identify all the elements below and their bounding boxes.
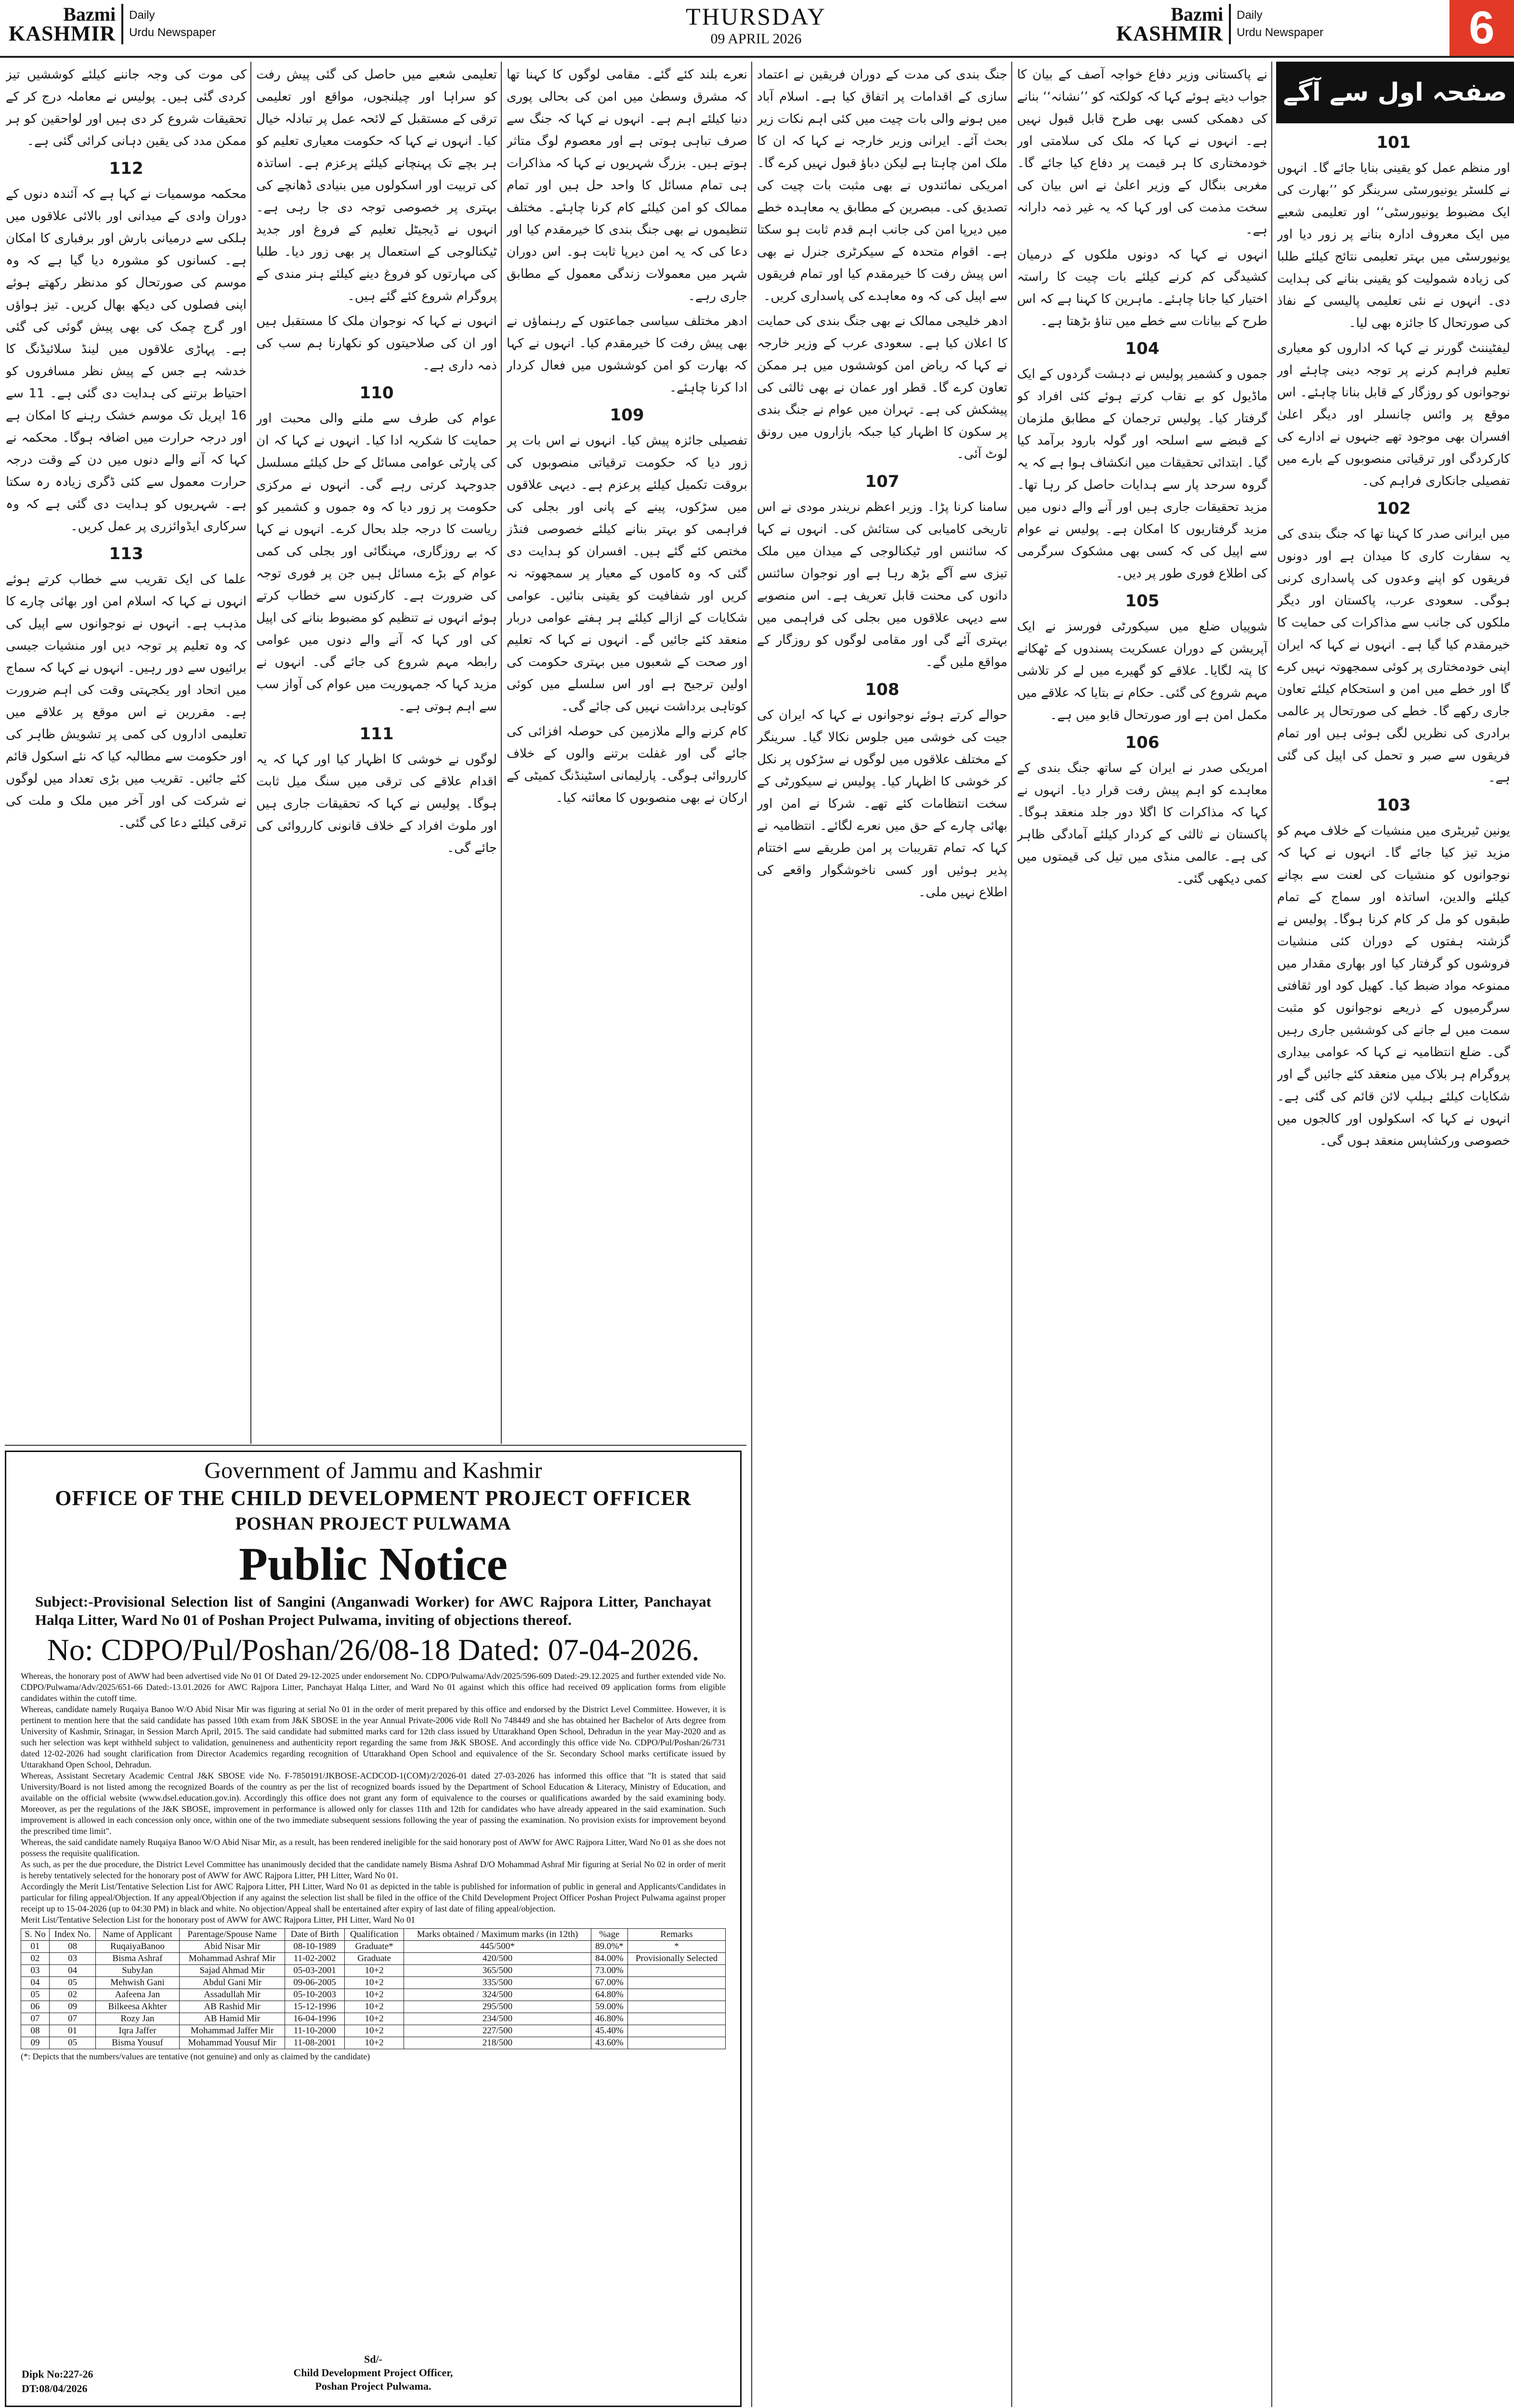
table-header: Qualification — [344, 1929, 404, 1941]
article-paragraph: محکمہ موسمیات نے کہا ہے کہ آئندہ دنوں کے دوران وادی کے میدانی اور بالائی علاقوں میں ہلکی سے درمیانی بارش اور برفباری کا امکان ہے۔ کسانوں کو مشورہ دیا گیا ہے کہ وہ موسم کی صورتحال کو مدنظر رکھتے ہوئے اپنی فصلوں کی دیکھ بھال کریں۔ تیز ہواؤں اور گرج چمک کی بھی پیش گوئی کی گئی ہے۔ پہاڑی علاقوں میں لینڈ سلائیڈنگ کا خدشہ ہے جس کے پیش نظر مسافروں کو احتیاط برتنے کی ہدایت دی گئی ہے۔ 11 سے 16 اپریل تک موسم خشک رہنے کا امکان ہے اور درجہ حرارت میں اضافہ ہوگا۔ محکمہ نے کہا کہ آنے والے دنوں میں دن کے وقت درجہ حرارت معمول سے کئی ڈگری زیادہ رہ سکتا ہے۔ شہریوں کو ہدایت دی گئی ہے کہ وہ سرکاری ایڈوائزری پر عمل کریں۔ — [6, 187, 247, 534]
public-notice — [5, 1451, 742, 2407]
table-header: Date of Birth — [285, 1929, 345, 1941]
article-paragraph: لوگوں نے خوشی کا اظہار کیا اور کہا کہ یہ اقدام علاقے کی ترقی میں سنگ میل ثابت ہوگا۔ پولیس نے کہا کہ تحقیقات جاری ہیں اور ملوث افراد کے خلاف قانونی کارروائی کی جائے گی۔ — [256, 752, 497, 855]
table-cell: Rozy Jan — [96, 2013, 180, 2025]
article-paragraph: نے پاکستانی وزیر دفاع خواجہ آصف کے بیان کا جواب دیتے ہوئے کہا کہ کولکتہ کو ’’نشانہ‘‘ بنانے کی دھمکی کسی بھی طرح قابل قبول نہیں ہے۔ انہوں نے کہا کہ ملک کی سلامتی اور خودمختاری کا ہر قیمت پر دفاع کیا جائے گا۔ مغربی بنگال کے وزیر اعلیٰ نے اس بیان کی سخت مذمت کی اور کہا کہ یہ غیر ذمہ دارانہ ہے۔ — [1017, 67, 1267, 237]
signature-sd: Sd/- — [364, 2353, 382, 2365]
article-paragraph: جموں و کشمیر پولیس نے دہشت گردوں کے ایک ماڈیول کو بے نقاب کرتے ہوئے کئی افراد کو گرفتار کیا۔ پولیس ترجمان کے مطابق ملزمان کے قبضے سے اسلحہ اور گولہ بارود برآمد کیا گیا۔ ابتدائی تحقیقات میں انکشاف ہوا ہے کہ یہ گروہ سرحد پار سے ہدایات حاصل کر رہا تھا۔ مزید تحقیقات جاری ہیں اور آنے والے دنوں میں مزید گرفتاریوں کا امکان ہے۔ پولیس نے عوام سے اپیل کی کہ کسی بھی مشکوک سرگرمی کی اطلاع فوری طور پر دیں۔ — [1017, 367, 1267, 581]
article-paragraph: یونین ٹیریٹری میں منشیات کے خلاف مہم کو مزید تیز کیا جائے گا۔ انہوں نے کہا کہ نوجوانوں کو منشیات کی لعنت سے بچانے کیلئے والدین، اساتذہ اور سماج کے تمام طبقوں کو مل کر کام کرنا ہوگا۔ پولیس نے گزشتہ ہفتوں کے دوران کئی منشیات فروشوں کو گرفتار کیا اور بھاری مقدار میں ممنوعہ مواد ضبط کیا۔ کھیل کود اور ثقافتی سرگرمیوں کے ذریعے نوجوانوں کو مثبت سمت میں لے جانے کی کوششیں جاری رہیں گی۔ ضلع انتظامیہ نے کہا کہ عوامی بیداری پروگرام ہر بلاک میں منعقد کئے جائیں گے اور شکایات کیلئے ہیلپ لائن قائم کی گئی ہے۔ انہوں نے کہا کہ اسکولوں اور کالجوں میں خصوصی ورکشاپس منعقد ہوں گی۔ — [1277, 824, 1510, 1148]
brand-divider-right — [1229, 4, 1231, 44]
table-row — [21, 1941, 726, 1953]
table-cell: 64.80% — [591, 1989, 627, 2001]
brand-subtitle — [129, 7, 216, 41]
article-paragraph: کی موت کی وجہ جاننے کیلئے کوششیں تیز کردی گئی ہیں۔ پولیس نے معاملہ درج کر کے تحقیقات شروع کر دی ہیں اور لواحقین کو ہر ممکن مدد کی یقین دہانی کرائی گئی ہے۔ — [6, 67, 247, 148]
story-number: 113 — [109, 544, 144, 563]
table-body — [21, 1941, 726, 2049]
table-caption: Merit List/Tentative Selection List for the honorary post of AWW for AWC Rajpora Litter, PH Litter, Ward No 01 — [21, 1915, 416, 1924]
table-row — [21, 2025, 726, 2037]
table-cell: Mohammad Yousuf Mir — [179, 2037, 285, 2049]
table-cell: Mohammad Ashraf Mir — [179, 1953, 285, 1965]
notice-number: No: CDPO/Pul/Poshan/26/08-18 Dated: 07-04-2026. — [47, 1633, 700, 1667]
table-cell: 05 — [50, 2037, 96, 2049]
table-cell: 16-04-1996 — [285, 2013, 345, 2025]
section-banner: صفحہ اول سے آگے — [1276, 62, 1514, 123]
table-cell: AB Rashid Mir — [179, 2001, 285, 2013]
story-number: 109 — [610, 406, 644, 425]
table-cell: 43.60% — [591, 2037, 627, 2049]
story-number: 106 — [1125, 733, 1160, 752]
brand-logo-right — [1116, 4, 1323, 44]
table-cell: 10+2 — [344, 2025, 404, 2037]
notice-body — [21, 1671, 726, 1925]
story-number: 111 — [359, 724, 394, 744]
article-paragraph: اور منظم عمل کو یقینی بنایا جائے گا۔ انہوں نے کلسٹر یونیورسٹی سرینگر کو ’’بھارت کی ایک مضبوط یونیورسٹی‘‘ اور تعلیمی شعبے میں ایک معروف ادارہ بنانے پر زور دیا اور یونیورسٹی میں بہتر تعلیمی نتائج کیلئے طلبا کی زیادہ شمولیت کو یقینی بنانے کی ہدایت دی۔ انہوں نے نئی تعلیمی پالیسی کے نفاذ کی صورتحال کا جائزہ بھی لیا۔ — [1277, 161, 1510, 330]
article-column-4 — [507, 64, 747, 1441]
story-number: 101 — [1376, 133, 1411, 152]
merit-list-table — [21, 1928, 726, 2049]
article-paragraph: لیفٹیننٹ گورنر نے کہا کہ اداروں کو معیاری تعلیم فراہم کرنے پر توجہ دینی چاہئے اور نوجوانوں کو روزگار کے قابل بنانا چاہئے۔ اس موقع پر وائس چانسلر اور دیگر اعلیٰ افسران بھی موجود تھے جنہوں نے ادارے کی کارکردگی اور ترقیاتی منصوبوں کے بارے میں تفصیلی جانکاری فراہم کی۔ — [1277, 341, 1510, 488]
notice-paragraph: Whereas, the said candidate namely Ruqaiya Banoo W/O Abid Nisar Mir, as a result, has been rendered ineligible for the said honorary post of AWW for AWC Rajpora Litter, Ward No 01 as she does not possess the requisite qualification. — [21, 1837, 726, 1858]
table-row — [21, 1989, 726, 2001]
table-cell: 08 — [50, 1941, 96, 1953]
table-cell: * — [628, 1941, 726, 1953]
article-paragraph: انہوں نے کہا کہ نوجوان ملک کا مستقبل ہیں اور ان کی صلاحیتوں کو نکھارنا ہم سب کی ذمہ داری ہے۔ — [256, 314, 497, 373]
article-paragraph: انہوں نے کہا کہ دونوں ملکوں کے درمیان کشیدگی کم کرنے کیلئے بات چیت کا راستہ اختیار کیا جانا چاہئے۔ ماہرین کا کہنا ہے کہ اس طرح کے بیانات سے خطے میں تناؤ بڑھتا ہے۔ — [1017, 248, 1267, 328]
notice-dipk — [22, 2367, 93, 2396]
article-paragraph: علما کی ایک تقریب سے خطاب کرتے ہوئے انہوں نے کہا کہ اسلام امن اور بھائی چارے کا مذہب ہے۔ انہوں نے نوجوانوں سے اپیل کی کہ وہ تعلیم پر توجہ دیں اور منشیات جیسی برائیوں سے دور رہیں۔ انہوں نے کہا کہ سماج میں اتحاد اور یکجہتی وقت کی اہم ضرورت ہے۔ مقررین نے اس موقع پر علاقے میں تعلیمی اداروں کی کمی پر تشویش ظاہر کی اور حکومت سے مطالبہ کیا کہ نئے اسکول قائم کئے جائیں۔ تقریب میں بڑی تعداد میں لوگوں نے شرکت کی اور آخر میں ملک و ملت کی ترقی کیلئے دعا کی گئی۔ — [6, 572, 247, 830]
table-header: Remarks — [628, 1929, 726, 1941]
table-cell: RuqaiyaBanoo — [96, 1941, 180, 1953]
table-cell — [628, 1989, 726, 2001]
notice-government: Government of Jammu and Kashmir — [204, 1458, 542, 1483]
table-cell: Graduate — [344, 1953, 404, 1965]
table-header: Name of Applicant — [96, 1929, 180, 1941]
table-cell: 11-10-2000 — [285, 2025, 345, 2037]
table-cell: 01 — [21, 1941, 50, 1953]
article-paragraph: حوالے کرتے ہوئے نوجوانوں نے کہا کہ ایران کی جیت کی خوشی میں جلوس نکالا گیا۔ سرینگر کے مختلف علاقوں میں لوگوں نے سڑکوں پر نکل کر خوشی کا اظہار کیا۔ پولیس نے سیکورٹی کے سخت انتظامات کئے تھے۔ شرکا نے امن اور بھائی چارے کے حق میں نعرے لگائے۔ انتظامیہ نے کہا کہ تمام تقریبات پر امن طریقے سے اختتام پذیر ہوئیں اور کسی ناخوشگوار واقعے کی اطلاع نہیں ملی۔ — [757, 708, 1007, 900]
article-column-1 — [1277, 126, 1510, 2404]
article-column-5 — [256, 64, 497, 1441]
article-paragraph: کام کرنے والے ملازمین کی حوصلہ افزائی کی جائے گی اور غفلت برتنے والوں کے خلاف کارروائی ہوگی۔ پارلیمانی اسٹینڈنگ کمیٹی کے ارکان نے بھی منصوبوں کا معائنہ کیا۔ — [507, 724, 747, 805]
table-cell: 03 — [50, 1953, 96, 1965]
notice-paragraph: Whereas, candidate namely Ruqaiya Banoo W/O Abid Nisar Mir was figuring at serial No 01 in the order of merit prepared by this office and endorsed by the District Level Committee. However, it is pertinent to mention here that the said candidate has passed 10th exam from J&K SBOSE in the year Annual Private-2006 vide Roll No 748449 and she has obtained her Bachelor of Arts degree from University of Kashmir, Srinagar, in Session March April, 2015. The said candidate had submitted marks card for 12th class issued by Uttarakhand Open School, Dehradun in the year May-2020 and as such her selection was kept withheld subject to validation, genuineness and authenticity report regarding the same from J&K SBOSE. And accordingly this office vide No. CDPO/Pul/Poshan/26/731 dated 12-02-2026 had sought clarification from Director Academics regarding recognition of Uttarakhand Open School and equivalence of the Sr. Secondary School marks certificate issued by Uttarakhand Open School, Dehradun. — [21, 1704, 726, 1769]
table-cell: 05-03-2001 — [285, 1965, 345, 1977]
story-number: 103 — [1376, 796, 1411, 815]
table-cell: 10+2 — [344, 1977, 404, 1989]
table-cell: Abid Nisar Mir — [179, 1941, 285, 1953]
page-number-badge: 6 — [1449, 0, 1514, 56]
table-cell: 09 — [50, 2001, 96, 2013]
notice-paragraph: As such, as per the due procedure, the District Level Committee has unanimously decided that the candidate namely Bisma Ashraf D/O Mohammad Ashraf Mir figuring at Serial No 02 in order of merit is hereby tentatively selected for the honorary post of AWW for AWC Rajpora Litter, PH Litter, Ward No 01. — [21, 1859, 726, 1880]
table-cell: 59.00% — [591, 2001, 627, 2013]
table-cell: 218/500 — [404, 2037, 591, 2049]
brand-line1-right: Bazmi — [1171, 3, 1224, 25]
table-row — [21, 2037, 726, 2049]
table-row — [21, 1977, 726, 1989]
table-cell — [628, 1965, 726, 1977]
table-cell: Bilkeesa Akhter — [96, 2001, 180, 2013]
table-cell: 05-10-2003 — [285, 1989, 345, 2001]
brand-sub-line1-right: Daily — [1237, 9, 1263, 22]
table-cell: Provisionally Selected — [628, 1953, 726, 1965]
article-paragraph: عوام کی طرف سے ملنے والی محبت اور حمایت کا شکریہ ادا کیا۔ انہوں نے کہا کہ ان کی پارٹی عوامی مسائل کے حل کیلئے مسلسل جدوجہد کرتی رہے گی۔ انہوں نے مرکزی حکومت پر زور دیا کہ وہ جموں و کشمیر کو ریاست کا درجہ جلد بحال کرے۔ انہوں نے کہا کہ بے روزگاری، مہنگائی اور بجلی کی کمی عوام کے بڑے مسائل ہیں جن پر فوری توجہ کی ضرورت ہے۔ کارکنوں سے خطاب کرتے ہوئے انہوں نے تنظیم کو مضبوط بنانے کی اپیل کی اور کہا کہ آنے والے دنوں میں عوامی رابطہ مہم شروع کی جائے گی۔ انہوں نے مزید کہا کہ جمہوریت میں عوام کی آواز سب سے اہم ہوتی ہے۔ — [256, 411, 497, 714]
notice-paragraph: Accordingly the Merit List/Tentative Selection List for AWC Rajpora Litter, PH Litter, Ward No 01 as depicted in the table is published for information of public in general and Applicants/Candidates in particular for filing appeal/Objection. If any appeal/Objection if any against the selection list shall be filed in the office of the Child Development Project Officer Poshan Project Pulwama against proper receipt up to 15-04-2026 (up to 04:30 PM) in black and white. No objection/Appeal shall be entertained after expiry of last date of filing appeal/objection. — [21, 1882, 726, 1913]
table-cell: 335/500 — [404, 1977, 591, 1989]
table-cell: Bisma Yousuf — [96, 2037, 180, 2049]
story-number: 108 — [865, 680, 900, 699]
table-cell: Aafeena Jan — [96, 1989, 180, 2001]
article-column-3 — [757, 64, 1007, 2404]
table-cell: 89.0%* — [591, 1941, 627, 1953]
article-paragraph: نعرے بلند کئے گئے۔ مقامی لوگوں کا کہنا تھا کہ مشرق وسطیٰ میں امن کی بحالی پوری دنیا کیلئے اہم ہے۔ انہوں نے کہا کہ جنگ سے صرف تباہی ہوتی ہے اور معصوم لوگ متاثر ہوتے ہیں۔ بزرگ شہریوں نے کہا کہ مذاکرات ہی تمام مسائل کا واحد حل ہیں اور تمام ممالک کو امن کیلئے کام کرنا چاہئے۔ مختلف تنظیموں نے بھی جنگ بندی کا خیرمقدم کیا اور دعا کی کہ یہ امن دیرپا ثابت ہو۔ اس دوران شہر میں معمولات زندگی معمول کے مطابق جاری رہے۔ — [507, 67, 747, 303]
table-cell: 02 — [50, 1989, 96, 2001]
table-cell: 09-06-2005 — [285, 1977, 345, 1989]
story-number: 105 — [1125, 591, 1160, 611]
brand-sub-line2-right: Urdu Newspaper — [1237, 26, 1324, 39]
table-row — [21, 1953, 726, 1965]
table-cell: Graduate* — [344, 1941, 404, 1953]
brand-line2-right: KASHMIR — [1116, 22, 1224, 45]
dipk-number: Dipk No:227-26 — [22, 2368, 93, 2380]
table-row — [21, 2013, 726, 2025]
table-cell: 10+2 — [344, 2037, 404, 2049]
table-cell: Mehwish Gani — [96, 1977, 180, 1989]
brand-name-right — [1116, 5, 1223, 43]
story-number: 110 — [359, 383, 394, 403]
table-cell: 06 — [21, 2001, 50, 2013]
column-rule — [501, 62, 502, 1444]
table-footnote: (*: Depicts that the numbers/values are tentative (not genuine) and only as claimed by the candidate) — [21, 2052, 370, 2061]
table-cell — [628, 1977, 726, 1989]
dipk-date: DT:08/04/2026 — [22, 2382, 88, 2395]
notice-title: Public Notice — [239, 1538, 508, 1590]
table-cell: Iqra Jaffer — [96, 2025, 180, 2037]
table-header: S. No — [21, 1929, 50, 1941]
table-header: Index No. — [50, 1929, 96, 1941]
table-cell: Bisma Ashraf — [96, 1953, 180, 1965]
table-cell — [628, 2025, 726, 2037]
issue-date: 09 APRIL 2026 — [710, 31, 802, 47]
table-cell: 02 — [21, 1953, 50, 1965]
article-column-2 — [1017, 64, 1267, 2404]
notice-top-rule — [5, 1445, 746, 1446]
table-row — [21, 2001, 726, 2013]
table-cell: Assadullah Mir — [179, 1989, 285, 2001]
notice-office: OFFICE OF THE CHILD DEVELOPMENT PROJECT OFFICER — [55, 1486, 692, 1510]
notice-paragraph: Whereas, the honorary post of AWW had been advertised vide No 01 Of Dated 29-12-2025 under endorsement No. CDPO/Pulwama/Adv/2025/596-609 Dated:-29.12.2025 and further extended vide No. CDPO/Pulwama/Adv/2025/651-66 Dated:-13.01.2026 for AWC Rajpora Litter, Panchayat Halqa Litter, and Ward No 01 against which this office had received 09 application forms from eligible candidates within the cutoff time. — [21, 1671, 726, 1703]
table-cell: 420/500 — [404, 1953, 591, 1965]
table-cell: 09 — [21, 2037, 50, 2049]
table-cell: 03 — [21, 1965, 50, 1977]
table-cell: 324/500 — [404, 1989, 591, 2001]
table-cell: 11-02-2002 — [285, 1953, 345, 1965]
table-cell: 15-12-1996 — [285, 2001, 345, 2013]
brand-subtitle-right — [1237, 7, 1323, 41]
table-cell: 227/500 — [404, 2025, 591, 2037]
table-cell: 04 — [50, 1965, 96, 1977]
article-paragraph: تعلیمی شعبے میں حاصل کی گئی پیش رفت کو سراہا اور چیلنجوں، مواقع اور تعلیمی ترقی کے مستقبل کے لائحہ عمل پر تبادلہ خیال کیا۔ انہوں نے کہا کہ حکومت معیاری تعلیم کو ہر بچے تک پہنچانے کیلئے پرعزم ہے۔ اساتذہ کی تربیت اور اسکولوں میں بنیادی ڈھانچے کی بہتری پر خصوصی توجہ دی جا رہی ہے۔ انہوں نے ڈیجیٹل تعلیم کے فروغ اور جدید ٹیکنالوجی کے استعمال پر بھی زور دیا۔ طلبا کی مہارتوں کو فروغ دینے کیلئے ہنر مندی کے پروگرام شروع کئے گئے ہیں۔ — [256, 67, 497, 303]
table-header: Parentage/Spouse Name — [179, 1929, 285, 1941]
story-number: 107 — [865, 472, 900, 491]
notice-paragraph: Whereas, Assistant Secretary Academic Central J&K SBOSE vide No. F-7850191/JKBOSE-ACDCOD-1(COM)/2/2026-01 dated 27-03-2026 has informed this office that "It is stated that said University/Board is not listed among the recognized Boards of the country as per the list of recognized boards issued by the Department of School Education & Literacy, Ministry of Education, and available on the official website (www.dsel.education.gov.in). Accordingly this office does not grant any form of equivalence to the courses or qualifications awarded by the said examining body. Moreover, as per the regulations of the J&K SBOSE, improvement in performance is allowed only for classes 11th and 12th for candidates who have already appeared in the said examination. Such improvement is allowed in each concession only once, within one of the two immediate subsequent sessions following the year of passing the examination. No provision exists for improvement beyond the prescribed time limit". — [21, 1771, 726, 1836]
table-cell: Sajad Ahmad Mir — [179, 1965, 285, 1977]
table-cell: 10+2 — [344, 2013, 404, 2025]
notice-subject: Subject:-Provisional Selection list of Sangini (Anganwadi Worker) for AWC Rajpora Litter, Panchayat Halqa Litter, Ward No 01 of Poshan Project Pulwama, inviting of objections thereof. — [35, 1593, 711, 1628]
issue-date-block — [607, 3, 905, 48]
signature-title: Child Development Project Officer, — [293, 2367, 453, 2379]
table-cell: 365/500 — [404, 1965, 591, 1977]
table-cell: 234/500 — [404, 2013, 591, 2025]
signature-office: Poshan Project Pulwama. — [315, 2380, 431, 2392]
table-cell: 01 — [50, 2025, 96, 2037]
table-cell: 84.00% — [591, 1953, 627, 1965]
table-cell: 05 — [21, 1989, 50, 2001]
table-cell: 73.00% — [591, 1965, 627, 1977]
table-cell: 08 — [21, 2025, 50, 2037]
story-number: 102 — [1376, 499, 1411, 518]
article-paragraph: تفصیلی جائزہ پیش کیا۔ انہوں نے اس بات پر زور دیا کہ حکومت ترقیاتی منصوبوں کی بروقت تکمیل کیلئے پرعزم ہے۔ دیہی علاقوں میں سڑکوں، پینے کے پانی اور بجلی کی فراہمی کو بہتر بنانے کیلئے خصوصی فنڈز مختص کئے گئے ہیں۔ افسران کو ہدایت دی گئی کہ وہ کاموں کے معیار پر سمجھوتہ نہ کریں اور شفافیت کو یقینی بنائیں۔ عوامی شکایات کے ازالے کیلئے ہر ہفتے عوامی دربار منعقد کئے جائیں گے۔ انہوں نے کہا کہ تعلیم اور صحت کے شعبوں میں بہتری حکومت کی اولین ترجیح ہے اور اس سلسلے میں کوئی کوتاہی برداشت نہیں کی جائے گی۔ — [507, 433, 747, 714]
table-header-row — [21, 1929, 726, 1941]
table-row — [21, 1965, 726, 1977]
table-cell: 07 — [50, 2013, 96, 2025]
brand-name — [9, 5, 116, 43]
table-cell: 04 — [21, 1977, 50, 1989]
table-cell: 10+2 — [344, 2001, 404, 2013]
table-cell: 05 — [50, 1977, 96, 1989]
column-rule — [1271, 62, 1272, 2407]
column-rule — [751, 62, 752, 2407]
table-cell: AB Hamid Mir — [179, 2013, 285, 2025]
article-paragraph: جنگ بندی کی مدت کے دوران فریقین نے اعتماد سازی کے اقدامات پر اتفاق کیا ہے۔ اسلام آباد میں ہونے والی بات چیت میں کئی اہم نکات زیر بحث آئے۔ ایرانی وزیر خارجہ نے کہا کہ ان کا ملک امن چاہتا ہے لیکن دباؤ قبول نہیں کرے گا۔ امریکی نمائندوں نے بھی مثبت بات چیت کی تصدیق کی۔ مبصرین کے مطابق یہ معاہدہ خطے میں دیرپا امن کی جانب اہم قدم ثابت ہو سکتا ہے۔ اقوام متحدہ کے سیکرٹری جنرل نے بھی اس پیش رفت کا خیرمقدم کیا اور تمام فریقوں سے اپیل کی کہ وہ معاہدے کی پاسداری کریں۔ — [757, 67, 1007, 303]
table-header: Marks obtained / Maximum marks (in 12th) — [404, 1929, 591, 1941]
notice-project: POSHAN PROJECT PULWAMA — [235, 1514, 511, 1534]
table-header: %age — [591, 1929, 627, 1941]
article-column-6 — [6, 64, 247, 1441]
story-number: 104 — [1125, 339, 1160, 358]
table-cell: 45.40% — [591, 2025, 627, 2037]
table-cell — [628, 2001, 726, 2013]
article-paragraph: شوپیاں ضلع میں سیکورٹی فورسز نے ایک آپریشن کے دوران عسکریت پسندوں کے ٹھکانے کا پتہ لگایا۔ علاقے کو گھیرے میں لے کر تلاشی مہم شروع کی گئی۔ حکام نے بتایا کہ علاقے میں مکمل امن ہے اور صورتحال قابو میں ہے۔ — [1017, 619, 1267, 722]
brand-line1: Bazmi — [63, 3, 116, 25]
brand-sub-line1: Daily — [129, 9, 155, 22]
table-cell: 67.00% — [591, 1977, 627, 1989]
issue-day: THURSDAY — [686, 3, 826, 30]
table-cell: 08-10-1989 — [285, 1941, 345, 1953]
table-cell: 10+2 — [344, 1965, 404, 1977]
brand-line2: KASHMIR — [9, 22, 116, 45]
brand-sub-line2: Urdu Newspaper — [129, 26, 216, 39]
article-paragraph: سامنا کرنا پڑا۔ وزیر اعظم نریندر مودی نے اس تاریخی کامیابی کی ستائش کی۔ انہوں نے کہا کہ سائنس اور ٹیکنالوجی کے میدان میں ملک تیزی سے آگے بڑھ رہا ہے اور نوجوان سائنس دانوں کی محنت قابل تعریف ہے۔ اس منصوبے سے دیہی علاقوں میں بجلی کی فراہمی میں بہتری آئے گی اور مقامی لوگوں کو روزگار کے مواقع ملیں گے۔ — [757, 500, 1007, 669]
article-paragraph: امریکی صدر نے ایران کے ساتھ جنگ بندی کے معاہدے کو اہم پیش رفت قرار دیا۔ انہوں نے کہا کہ مذاکرات کا اگلا دور جلد منعقد ہوگا۔ پاکستان نے ثالثی کے کردار کیلئے آمادگی ظاہر کی ہے۔ عالمی منڈی میں تیل کی قیمتوں میں کمی دیکھی گئی۔ — [1017, 761, 1267, 886]
table-cell: 10+2 — [344, 1989, 404, 2001]
article-paragraph: ادھر مختلف سیاسی جماعتوں کے رہنماؤں نے بھی پیش رفت کا خیرمقدم کیا۔ انہوں نے کہا کہ بھارت کو امن کوششوں میں فعال کردار ادا کرنا چاہئے۔ — [507, 314, 747, 395]
brand-divider — [121, 4, 123, 44]
table-cell: 295/500 — [404, 2001, 591, 2013]
table-cell — [628, 2013, 726, 2025]
table-cell: 445/500* — [404, 1941, 591, 1953]
table-cell — [628, 2037, 726, 2049]
table-cell: 11-08-2001 — [285, 2037, 345, 2049]
masthead — [0, 0, 1514, 58]
table-cell: Mohammad Jaffer Mir — [179, 2025, 285, 2037]
table-cell: Abdul Gani Mir — [179, 1977, 285, 1989]
article-paragraph: ادھر خلیجی ممالک نے بھی جنگ بندی کی حمایت کا اعلان کیا ہے۔ سعودی عرب کے وزیر خارجہ نے کہا کہ ریاض امن کوششوں میں ہر ممکن تعاون کرے گا۔ قطر اور عمان نے بھی ثالثی کی پیشکش کی ہے۔ تہران میں عوام نے جنگ بندی پر سکون کا اظہار کیا جبکہ بازاروں میں رونق لوٹ آئی۔ — [757, 314, 1007, 461]
column-rule — [1011, 62, 1012, 2407]
table-cell: 46.80% — [591, 2013, 627, 2025]
table-cell: SubyJan — [96, 1965, 180, 1977]
brand-logo-left — [9, 4, 216, 44]
article-paragraph: میں ایرانی صدر کا کہنا تھا کہ جنگ بندی کی یہ سفارت کاری کا میدان ہے اور دونوں فریقوں کو اپنے وعدوں کی پاسداری کرنی ہوگی۔ سعودی عرب، پاکستان اور دیگر ملکوں کی جانب سے مذاکرات کی حمایت کا خیرمقدم کیا گیا ہے۔ انہوں نے کہا کہ ایران اپنی خودمختاری پر کوئی سمجھوتہ نہیں کرے گا اور خطے میں امن و استحکام کیلئے تعاون جاری رکھے گا۔ خطے کی صورتحال پر عالمی برادری کی نظریں لگی ہوئی ہیں اور تمام فریقوں سے صبر و تحمل کی اپیل کی گئی ہے۔ — [1277, 527, 1510, 785]
column-rule — [250, 62, 251, 1444]
notice-signature — [6, 2353, 740, 2393]
story-number: 112 — [109, 159, 144, 178]
table-cell: 07 — [21, 2013, 50, 2025]
